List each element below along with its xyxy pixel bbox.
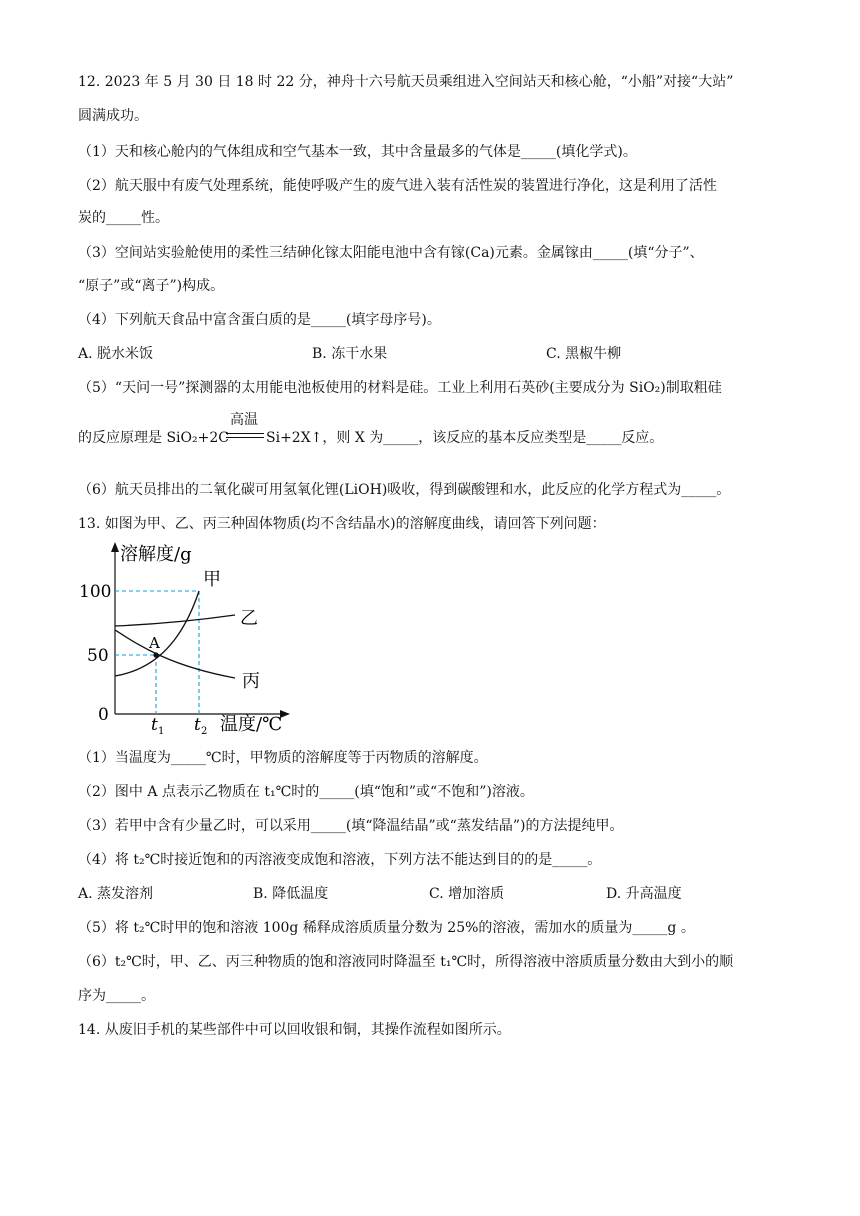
q13-part6-line2: 序为_____。	[78, 988, 155, 1004]
reaction-condition: 高温	[230, 412, 258, 428]
q12-part1: （1）天和核心舱内的气体组成和空气基本一致，其中含量最多的气体是_____(填化学式)。	[78, 144, 637, 160]
q13-stem: 13. 如图为甲、乙、丙三种固体物质(均不含结晶水)的溶解度曲线，请回答下列问题：	[78, 516, 606, 532]
q12-option-b: B. 冻干水果	[312, 346, 388, 362]
x-tick-t2: t	[194, 715, 201, 735]
point-a-marker	[153, 652, 158, 657]
q14-stem: 14. 从废旧手机的某些部件中可以回收银和铜，其操作流程如图所示。	[78, 1022, 511, 1038]
q12-part4: （4）下列航天食品中富含蛋白质的是_____(填字母序号)。	[78, 312, 441, 328]
x-axis-label: 温度/℃	[220, 714, 283, 735]
q12-part6: （6）航天员排出的二氧化碳可用氢氧化锂(LiOH)吸收，得到碳酸锂和水，此反应的化学方程式为_____。	[78, 482, 731, 498]
q12-part2-line2: 炭的_____性。	[78, 210, 169, 226]
q12-part5-line2b: Si+2X↑，则 X 为_____，该反应的基本反应类型是_____反应。	[266, 430, 664, 446]
y-tick-50: 50	[87, 646, 109, 666]
q13-option-b: B. 降低温度	[253, 886, 329, 902]
q12-part2-line1: （2）航天服中有废气处理系统，能使呼吸产生的废气进入装有活性炭的装置进行净化，这是利用了活性	[78, 178, 717, 194]
q12-option-a: A. 脱水米饭	[78, 346, 154, 362]
q13-part5: （5）将 t₂℃时甲的饱和溶液 100g 稀释成溶质质量分数为 25%的溶液，需加水的质量为_____g 。	[78, 920, 695, 936]
origin-label: 0	[98, 705, 109, 725]
legend-jia: 甲	[203, 569, 221, 590]
x-tick-t1-sub: 1	[158, 726, 165, 737]
q12-option-c: C. 黑椒牛柳	[546, 346, 622, 362]
q13-part4: （4）将 t₂℃时接近饱和的丙溶液变成饱和溶液，下列方法不能达到目的的是_____。	[78, 852, 602, 868]
y-axis-arrow	[111, 542, 119, 552]
q12-part5-line2a: 的反应原理是 SiO₂+2C	[78, 430, 229, 446]
q12-stem-line2: 圆满成功。	[78, 108, 148, 124]
y-tick-100: 100	[79, 582, 112, 602]
q13-option-d: D. 升高温度	[606, 886, 682, 902]
q12-part5-line1: （5）“天问一号”探测器的太用能电池板使用的材料是硅。工业上利用石英砂(主要成分为 SiO₂)制取粗硅	[78, 380, 722, 396]
q13-part1: （1）当温度为_____℃时，甲物质的溶解度等于丙物质的溶解度。	[78, 750, 488, 766]
q12-stem-line1: 12. 2023 年 5 月 30 日 18 时 22 分，神舟十六号航天员乘组进入空间站天和核心舱，“小船”对接“大站”	[78, 74, 734, 90]
y-axis-label: 溶解度/g	[120, 544, 192, 565]
q13-option-a: A. 蒸发溶剂	[78, 886, 154, 902]
q13-part6-line1: （6）t₂℃时，甲、乙、丙三种物质的饱和溶液同时降温至 t₁℃时，所得溶液中溶质质量分数由大到小的顺	[78, 954, 734, 970]
x-tick-t1: t	[151, 715, 158, 735]
q12-part3-line1: （3）空间站实验舱使用的柔性三结砷化镓太阳能电池中含有镓(Ca)元素。金属镓由_____(填“分子”、	[78, 245, 704, 261]
q12-part3-line2: “原子”或“离子”)构成。	[78, 278, 225, 294]
legend-yi: 乙	[240, 608, 258, 629]
point-a-label: A	[149, 634, 160, 652]
q13-part2: （2）图中 A 点表示乙物质在 t₁℃时的_____(填“饱和”或“不饱和”)溶液。	[78, 784, 534, 800]
series-yi-line	[115, 615, 235, 626]
x-tick-t2-sub: 2	[201, 726, 208, 737]
q13-option-c: C. 增加溶质	[429, 886, 505, 902]
legend-bing: 丙	[242, 671, 260, 692]
solubility-chart	[70, 538, 300, 738]
equals-bar-top	[226, 433, 264, 434]
equals-bar-bottom	[226, 437, 264, 438]
q13-part3: （3）若甲中含有少量乙时，可以采用_____(填“降温结晶”或“蒸发结晶”)的方法提纯甲。	[78, 818, 624, 834]
